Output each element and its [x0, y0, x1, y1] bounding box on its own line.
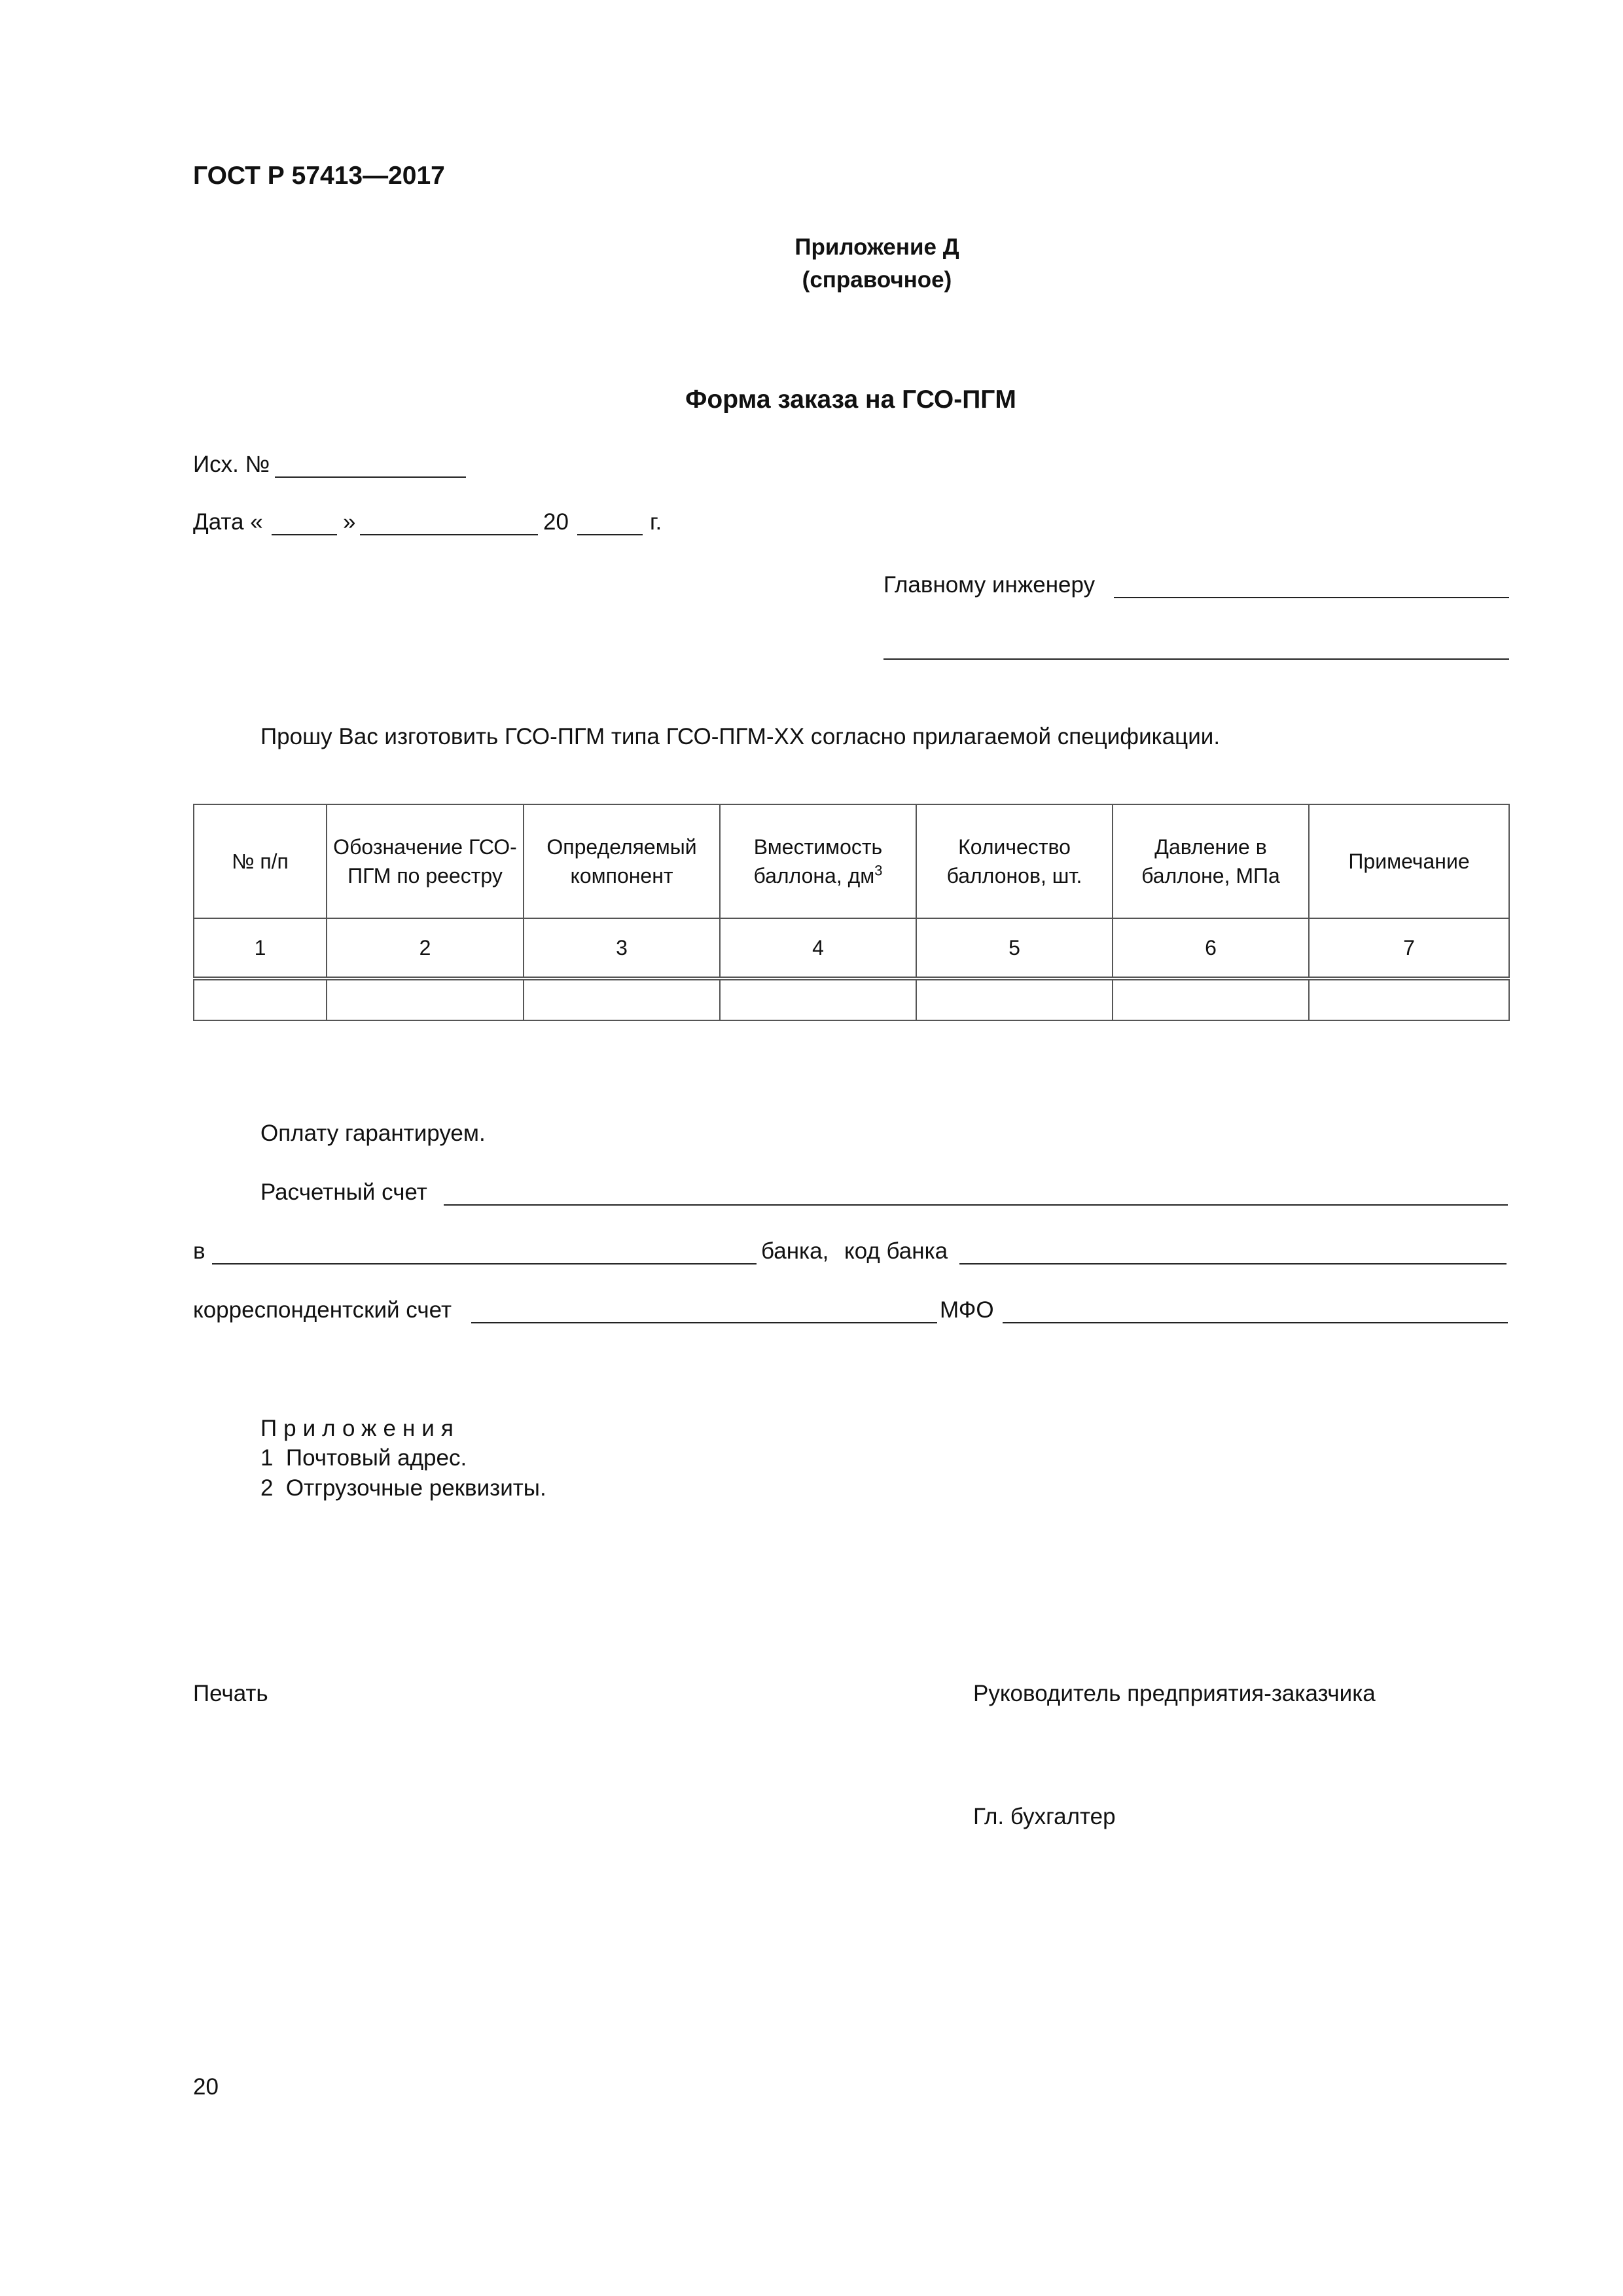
header-cell: Определяемый компонент — [524, 804, 720, 918]
column-number: 6 — [1113, 918, 1309, 978]
date-month-field[interactable] — [360, 534, 538, 535]
date-close-quote: » — [343, 509, 356, 535]
column-number: 2 — [327, 918, 524, 978]
outgoing-number-label: Исх. № — [193, 452, 270, 477]
date-year-suffix: г. — [650, 509, 662, 535]
table-cell[interactable] — [327, 978, 524, 1020]
date-year-field[interactable] — [577, 534, 643, 535]
date-label: Дата « — [193, 509, 263, 535]
attachments-title: Приложения — [260, 1416, 460, 1441]
column-number: 4 — [720, 918, 916, 978]
appendix-subtitle: (справочное) — [802, 267, 952, 293]
appendix-heading — [707, 231, 1047, 296]
bank-in-label: в — [193, 1238, 205, 1264]
table-cell[interactable] — [720, 978, 916, 1020]
table-row — [194, 978, 1509, 1020]
corr-account-field[interactable] — [471, 1322, 937, 1323]
payment-guarantee: Оплату гарантируем. — [260, 1121, 486, 1146]
account-label: Расчетный счет — [260, 1179, 427, 1205]
specification-table — [193, 804, 1510, 1021]
attachment-item: 2 Отгрузочные реквизиты. — [260, 1475, 546, 1501]
mfo-label: МФО — [940, 1297, 994, 1323]
addressee-field-line2[interactable] — [883, 658, 1509, 660]
column-number: 1 — [194, 918, 327, 978]
column-number: 3 — [524, 918, 720, 978]
date-year-prefix: 20 — [543, 509, 569, 535]
header-cell — [720, 804, 916, 918]
table-cell[interactable] — [916, 978, 1113, 1020]
column-number: 7 — [1309, 918, 1509, 978]
table-cell[interactable] — [1309, 978, 1509, 1020]
bank-code-field[interactable] — [959, 1263, 1507, 1265]
request-text: Прошу Вас изготовить ГСО-ПГМ типа ГСО-ПГМ-ХХ согласно прилагаемой спецификации. — [260, 724, 1221, 749]
table-cell[interactable] — [1113, 978, 1309, 1020]
addressee-label: Главному инженеру — [883, 572, 1096, 598]
header-cell: Примечание — [1309, 804, 1509, 918]
table-number-row — [194, 918, 1509, 978]
bank-name-field[interactable] — [212, 1263, 757, 1265]
date-day-field[interactable] — [272, 534, 337, 535]
account-field[interactable] — [444, 1204, 1508, 1206]
header-cell: № п/п — [194, 804, 327, 918]
addressee-field[interactable] — [1114, 597, 1509, 598]
table-cell[interactable] — [524, 978, 720, 1020]
page-number: 20 — [193, 2074, 219, 2100]
table-header-row — [194, 804, 1509, 918]
corr-account-label: корреспондентский счет — [193, 1297, 452, 1323]
header-cell: Обозначение ГСО-ПГМ по реестру — [327, 804, 524, 918]
document-number: ГОСТ Р 57413—2017 — [193, 162, 445, 190]
bank-label: банка, — [761, 1238, 829, 1264]
appendix-title: Приложение Д — [794, 234, 959, 260]
header-cell: Давление в баллоне, МПа — [1113, 804, 1309, 918]
attachment-item: 1 Почтовый адрес. — [260, 1445, 467, 1471]
header-cell-text: Вместимость баллона, дм — [753, 835, 883, 888]
table-cell[interactable] — [194, 978, 327, 1020]
bank-code-label: код банка — [844, 1238, 948, 1264]
outgoing-number-field[interactable] — [275, 476, 466, 478]
accountant-label: Гл. бухгалтер — [973, 1804, 1116, 1829]
seal-label: Печать — [193, 1681, 268, 1706]
header-cell: Количество баллонов, шт. — [916, 804, 1113, 918]
director-label: Руководитель предприятия-заказчика — [973, 1681, 1376, 1706]
column-number: 5 — [916, 918, 1113, 978]
mfo-field[interactable] — [1003, 1322, 1508, 1323]
header-superscript: 3 — [874, 862, 883, 879]
form-title: Форма заказа на ГСО-ПГМ — [685, 386, 1016, 414]
